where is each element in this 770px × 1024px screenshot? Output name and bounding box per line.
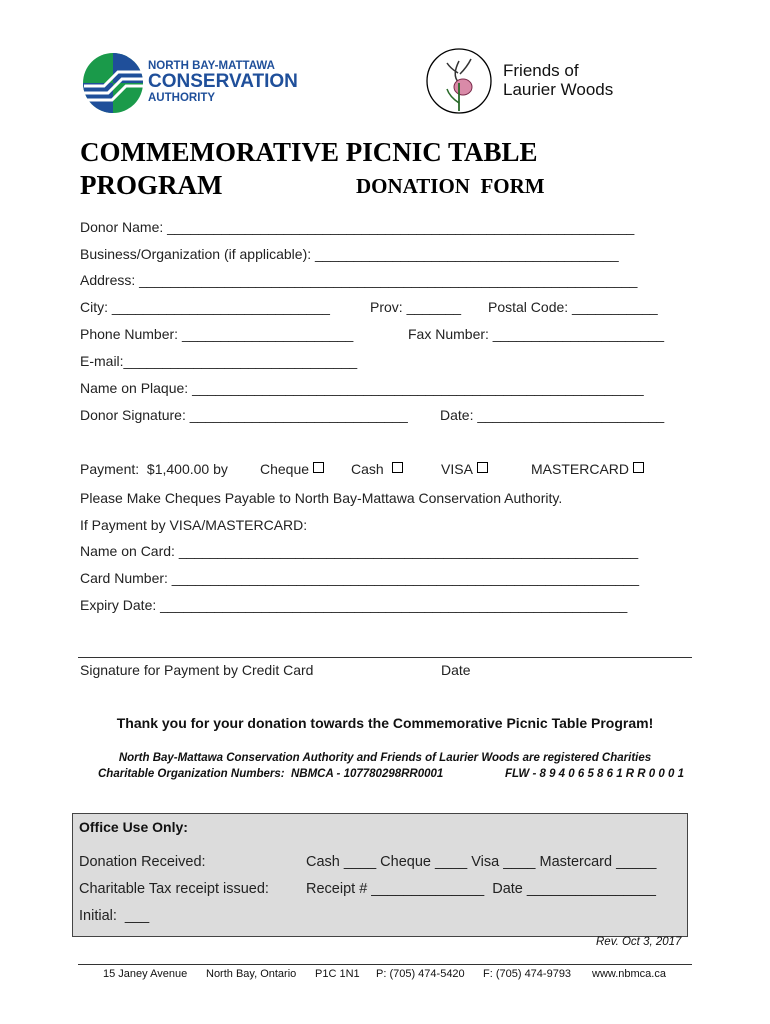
title-line1: COMMEMORATIVE PICNIC TABLE bbox=[80, 137, 538, 167]
cheque-option[interactable] bbox=[260, 461, 324, 477]
postal-code-field[interactable]: Postal Code: ___________ bbox=[488, 299, 658, 315]
name-on-card-field[interactable]: Name on Card: ___________________________________________________________ bbox=[80, 543, 639, 559]
cheque-checkbox[interactable] bbox=[313, 462, 324, 473]
donation-received-label: Donation Received: bbox=[79, 854, 206, 870]
fax-field[interactable]: Fax Number: ______________________ bbox=[408, 326, 665, 342]
friends-logo bbox=[425, 47, 665, 117]
cash-option[interactable] bbox=[351, 461, 403, 477]
office-payment-types[interactable]: Cash ____ Cheque ____ Visa ____ Mastercard _____ bbox=[306, 854, 657, 870]
address-field[interactable]: Address: ________________________________________________________________ bbox=[80, 272, 638, 288]
footer-divider bbox=[78, 964, 692, 965]
phone-field[interactable]: Phone Number: ______________________ bbox=[80, 326, 354, 342]
footer-fax: F: (705) 474-9793 bbox=[483, 968, 572, 980]
nbmca-emblem-icon bbox=[82, 52, 144, 114]
flw-charity-number: FLW - 8 9 4 0 6 5 8 6 1 R R 0 0 0 1 bbox=[505, 768, 684, 780]
receipt-number-field[interactable]: Receipt # ______________ Date ________________ bbox=[306, 881, 656, 897]
payable-note: Please Make Cheques Payable to North Bay-Mattawa Conservation Authority. bbox=[80, 490, 563, 506]
title-line2: PROGRAM bbox=[80, 170, 223, 200]
card-number-field[interactable]: Card Number: ____________________________________________________________ bbox=[80, 570, 639, 586]
footer-website[interactable]: www.nbmca.ca bbox=[592, 968, 666, 980]
card-heading: If Payment by VISA/MASTERCARD: bbox=[80, 517, 308, 533]
ladys-slipper-flower-icon bbox=[425, 47, 493, 115]
nbmca-logo bbox=[82, 52, 298, 114]
donor-name-field[interactable]: Donor Name: ____________________________________________________________ bbox=[80, 219, 635, 235]
friends-logo-line1: Friends of bbox=[503, 61, 579, 80]
visa-label: VISA bbox=[441, 461, 473, 477]
tax-receipt-label: Charitable Tax receipt issued: bbox=[79, 881, 269, 897]
card-date-label: Date bbox=[441, 662, 471, 678]
footer-city: North Bay, Ontario bbox=[206, 968, 297, 980]
nbmca-charity-number: Charitable Organization Numbers: NBMCA - 107780298RR0001 bbox=[98, 768, 444, 780]
revision-date: Rev. Oct 3, 2017 bbox=[596, 936, 682, 948]
footer-street: 15 Janey Avenue bbox=[103, 968, 188, 980]
form-subtitle: DONATION FORM bbox=[356, 174, 545, 198]
business-field[interactable]: Business/Organization (if applicable): _______________________________________ bbox=[80, 246, 619, 262]
friends-logo-line2: Laurier Woods bbox=[503, 80, 614, 99]
prov-field[interactable]: Prov: _______ bbox=[370, 299, 462, 315]
visa-checkbox[interactable] bbox=[477, 462, 488, 473]
footer-postal: P1C 1N1 bbox=[315, 968, 360, 980]
thank-you-message: Thank you for your donation towards the Commemorative Picnic Table Program! bbox=[116, 715, 654, 731]
city-field[interactable]: City: ____________________________ bbox=[80, 299, 330, 315]
mastercard-option[interactable] bbox=[531, 461, 644, 477]
office-use-box bbox=[72, 813, 688, 937]
plaque-name-field[interactable]: Name on Plaque: __________________________________________________________ bbox=[80, 380, 644, 396]
mastercard-checkbox[interactable] bbox=[633, 462, 644, 473]
footer-phone: P: (705) 474-5420 bbox=[376, 968, 465, 980]
cash-checkbox[interactable] bbox=[392, 462, 403, 473]
initial-field[interactable]: Initial: ___ bbox=[79, 908, 150, 924]
donor-signature-field[interactable]: Donor Signature: ____________________________ bbox=[80, 407, 408, 423]
visa-option[interactable] bbox=[441, 461, 488, 477]
logo-line2: CONSERVATION bbox=[148, 71, 298, 92]
logo-line3: AUTHORITY bbox=[148, 92, 216, 104]
logo-line1: NORTH BAY-MATTAWA bbox=[148, 60, 275, 72]
expiry-field[interactable]: Expiry Date: ____________________________________________________________ bbox=[80, 597, 628, 613]
charity-statement: North Bay-Mattawa Conservation Authority and Friends of Laurier Woods are registered Charities bbox=[118, 752, 652, 764]
email-field[interactable]: E-mail:______________________________ bbox=[80, 353, 358, 369]
payment-amount: Payment: $1,400.00 by bbox=[80, 461, 228, 477]
mastercard-label: MASTERCARD bbox=[531, 461, 630, 477]
date-field[interactable]: Date: ________________________ bbox=[440, 407, 665, 423]
cheque-label: Cheque bbox=[260, 461, 310, 477]
card-signature-line[interactable] bbox=[78, 657, 692, 658]
cash-label: Cash bbox=[351, 461, 384, 477]
office-use-title: Office Use Only: bbox=[79, 819, 188, 835]
card-signature-label: Signature for Payment by Credit Card bbox=[80, 662, 314, 678]
